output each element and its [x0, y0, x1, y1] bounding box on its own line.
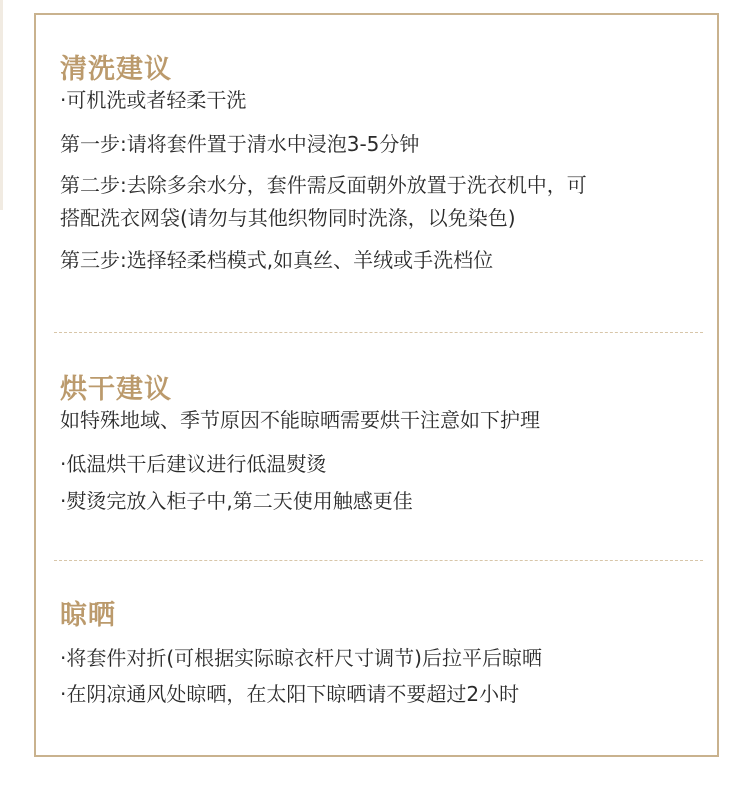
cleaning-step-2-line-2: 搭配洗衣网袋(请勿与其他织物同时洗涤，以免染色) — [60, 206, 516, 230]
drying-intro: 如特殊地域、季节原因不能晾晒需要烘干注意如下护理 — [60, 408, 540, 432]
cleaning-title: 清洗建议 — [60, 54, 172, 85]
cleaning-step-3: 第三步:选择轻柔档模式,如真丝、羊绒或手洗档位 — [60, 248, 494, 272]
airing-bullet-2: ·在阴凉通风处晾晒，在太阳下晾晒请不要超过2小时 — [60, 682, 520, 706]
section-divider-2 — [54, 560, 703, 561]
drying-title: 烘干建议 — [60, 374, 172, 405]
section-divider-1 — [54, 332, 703, 333]
airing-bullet-1: ·将套件对折(可根据实际晾衣杆尺寸调节)后拉平后晾晒 — [60, 646, 542, 670]
drying-bullet-2: ·熨烫完放入柜子中,第二天使用触感更佳 — [60, 489, 413, 513]
care-instructions-card — [34, 13, 719, 757]
cleaning-step-1: 第一步:请将套件置于清水中浸泡3-5分钟 — [60, 132, 420, 156]
airing-section — [60, 599, 703, 707]
cleaning-section — [60, 53, 703, 273]
cleaning-step-2-line-1: 第二步:去除多余水分，套件需反面朝外放置于洗衣机中，可 — [60, 173, 587, 197]
cleaning-bullet: ·可机洗或者轻柔干洗 — [60, 88, 247, 112]
drying-bullet-1: ·低温烘干后建议进行低温熨烫 — [60, 452, 327, 476]
drying-section — [60, 373, 703, 514]
airing-title: 晾晒 — [60, 600, 116, 631]
left-edge-strip — [0, 0, 3, 210]
